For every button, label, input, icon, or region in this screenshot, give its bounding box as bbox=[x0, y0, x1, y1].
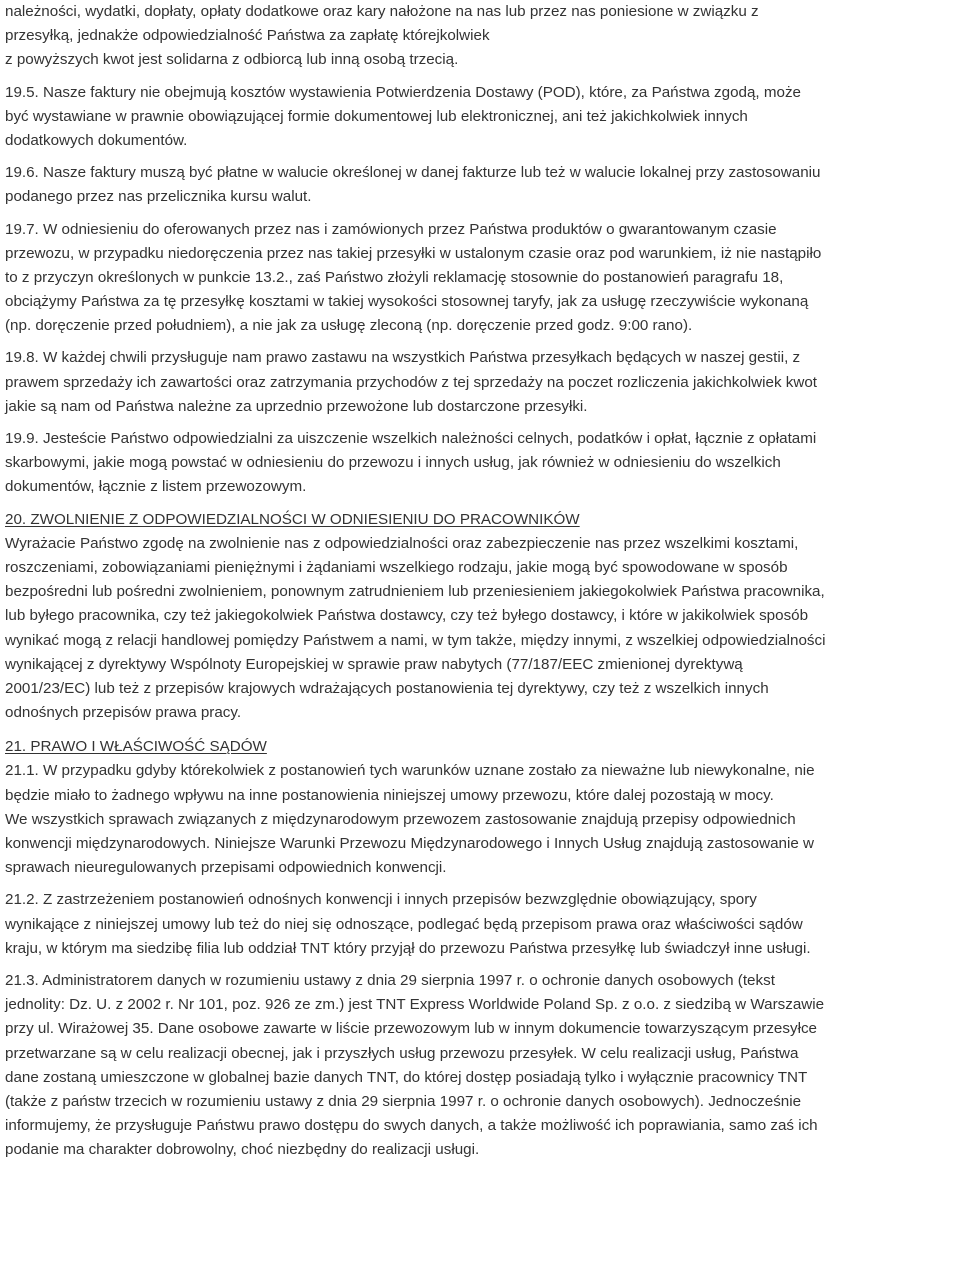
text-line: informujemy, że przysługuje Państwu prawo dostępu do swych danych, a także możliwość ich poprawiania, samo zaś ich bbox=[5, 1117, 818, 1135]
text-line: podanego przez nas przelicznika kursu walut. bbox=[5, 188, 312, 206]
text-line: dane zostaną umieszczone w globalnej bazie danych TNT, do której dostęp posiadają tylko i wyłącznie pracownicy TNT bbox=[5, 1068, 808, 1086]
paragraph-19-6 bbox=[5, 161, 955, 209]
text-line: należności, wydatki, dopłaty, opłaty dodatkowe oraz kary nałożone na nas lub przez nas poniesione w związku z bbox=[5, 3, 759, 20]
text-line: 21.1. W przypadku gdyby którekolwiek z postanowień tych warunków uznane zostało za nieważne lub niewykonalne, nie bbox=[5, 762, 815, 780]
paragraph-19-9 bbox=[5, 427, 955, 500]
document-page bbox=[5, 0, 955, 1162]
text-line: przetwarzane są w celu realizacji obecnej, jak i przyszłych usług przewozu przesyłek. W celu realizacji usług, Państwa bbox=[5, 1044, 799, 1062]
text-line: prawem sprzedaży ich zawartości oraz zatrzymania przychodów z tej sprzedaży na poczet rozliczenia jakichkolwiek kwot bbox=[5, 373, 818, 391]
text-line: jednolity: Dz. U. z 2002 r. Nr 101, poz. 926 ze zm.) jest TNT Express Worldwide Poland Sp. z o.o. z siedzibą w Warszawie bbox=[5, 996, 825, 1014]
text-line: 19.8. W każdej chwili przysługuje nam prawo zastawu na wszystkich Państwa przesyłkach będących w naszej gestii, z bbox=[5, 349, 801, 367]
paragraph-19-7 bbox=[5, 218, 955, 339]
text-line: skarbowymi, jakie mogą powstać w odniesieniu do przewozu i innych usług, jak również w odniesieniu do wszelkich bbox=[5, 454, 781, 472]
paragraph-19-4-continued bbox=[5, 0, 955, 73]
text-line: 2001/23/EC) lub też z przepisów krajowych wdrażających postanowienia tej dyrektywy, czy też z wszelkich innych bbox=[5, 679, 769, 697]
text-line: być wystawiane w prawnie obowiązującej formie dokumentowej lub elektronicznej, ani też jakichkolwiek innych bbox=[5, 107, 748, 125]
text-line: przy ul. Wirażowej 35. Dane osobowe zawarte w liście przewozowym lub w innym dokumencie towarzyszącym przesyłce bbox=[5, 1020, 817, 1038]
text-line: będzie miało to żadnego wpływu na inne postanowienia niniejszej umowy przewozu, które dalej pozostają w mocy. bbox=[5, 786, 774, 804]
text-line: 19.7. W odniesieniu do oferowanych przez nas i zamówionych przez Państwa produktów o gwarantowanym czasie bbox=[5, 220, 777, 238]
section-20 bbox=[5, 508, 955, 726]
text-line: to z przyczyn określonych w punkcie 13.2., zaś Państwo złożyli reklamację stosownie do postanowień paragrafu 18, bbox=[5, 268, 784, 286]
text-line: odnośnych przepisów prawa pracy. bbox=[5, 704, 242, 722]
section-20-heading: 20. ZWOLNIENIE Z ODPOWIEDZIALNOŚCI W ODNIESIENIU DO PRACOWNIKÓW bbox=[5, 510, 580, 528]
text-line: przewozu, w przypadku niedoręczenia przez nas takiej przesyłki w ustalonym czasie oraz pod warunkiem, iż nie nastąpiło bbox=[5, 244, 822, 262]
paragraph-19-5 bbox=[5, 81, 955, 154]
text-line: sprawach nieuregulowanych przepisami odpowiednich konwencji. bbox=[5, 859, 447, 877]
section-21-heading: 21. PRAWO I WŁAŚCIWOŚĆ SĄDÓW bbox=[5, 738, 267, 756]
text-line: jakie są nam od Państwa należne za uprzednio przewożone lub dostarczone przesyłki. bbox=[5, 397, 588, 415]
text-line: 19.6. Nasze faktury muszą być płatne w walucie określonej w danej fakturze lub też w walucie lokalnej przy zastosowaniu bbox=[5, 164, 821, 182]
text-line: dokumentów, łącznie z listem przewozowym. bbox=[5, 478, 307, 496]
text-line: (np. doręczenie przed południem), a nie jak za usługę zleconą (np. doręczenie przed godz. 9:00 rano). bbox=[5, 317, 693, 335]
text-line: 19.9. Jesteście Państwo odpowiedzialni za uiszczenie wszelkich należności celnych, podatków i opłat, łącznie z opłatami bbox=[5, 430, 817, 447]
section-21-21-1 bbox=[5, 735, 955, 880]
text-line: We wszystkich sprawach związanych z międzynarodowym przewozem zastosowanie znajdują przepisy odpowiednich bbox=[5, 810, 796, 828]
text-line: 21.2. Z zastrzeżeniem postanowień odnośnych konwencji i innych przepisów bezwzględnie obowiązujący, spory bbox=[5, 891, 757, 909]
text-line: kraju, w którym ma siedzibę filia lub oddział TNT który przyjął do przewozu Państwa przesyłkę lub świadczył inne usługi. bbox=[5, 939, 811, 957]
text-line: konwencji międzynarodowych. Niniejsze Warunki Przewozu Międzynarodowego i Innych Usług znajdują zastosowanie w bbox=[5, 835, 814, 852]
text-line: roszczeniami, zobowiązaniami pieniężnymi i żądaniami wszelkiego rodzaju, jakie mogą być spowodowane w sposób bbox=[5, 558, 788, 576]
text-line: 19.5. Nasze faktury nie obejmują kosztów wystawienia Potwierdzenia Dostawy (POD), które, za Państwa zgodą, może bbox=[5, 83, 802, 101]
text-line: wynikające z niniejszej umowy lub też do niej się odnoszące, podlegać będą przepisom prawa oraz właściwości sądów bbox=[5, 915, 803, 933]
paragraph-21-2 bbox=[5, 888, 955, 961]
text-line: przesyłką, jednakże odpowiedzialność Państwa za zapłatę którejkolwiek bbox=[5, 27, 490, 45]
paragraph-21-3 bbox=[5, 969, 955, 1163]
text-line: wynikającej z dyrektywy Wspólnoty Europejskiej w sprawie praw nabytych (77/187/EEC zmienionej dyrektywą bbox=[5, 655, 743, 673]
text-line: wynikać mogą z relacji handlowej pomiędzy Państwem a nami, w tym także, między innymi, z wszelkiej odpowiedzialności bbox=[5, 631, 826, 649]
text-line: z powyższych kwot jest solidarna z odbiorcą lub inną osobą trzecią. bbox=[5, 51, 459, 69]
text-line: obciążymy Państwa za tę przesyłkę kosztami w takiej wysokości stosownej taryfy, jak za usługę rzeczywiście wykonaną bbox=[5, 293, 809, 311]
text-line: (także z państw trzecich w rozumieniu ustawy z dnia 29 sierpnia 1997 r. o ochronie danych osobowych). Jednocześnie bbox=[5, 1092, 802, 1110]
text-line: Wyrażacie Państwo zgodę na zwolnienie nas z odpowiedzialności oraz zabezpieczenie nas przez wszelkimi kosztami, bbox=[5, 534, 799, 552]
paragraph-19-8 bbox=[5, 346, 955, 419]
text-line: lub byłego pracownika, czy też jakiegokolwiek Państwa dostawcy, czy też byłego dostawcy, i które w jakikolwiek sposób bbox=[5, 607, 809, 625]
text-line: podanie ma charakter dobrowolny, choć niezbędny do realizacji usługi. bbox=[5, 1141, 480, 1159]
text-line: 21.3. Administratorem danych w rozumieniu ustawy z dnia 29 sierpnia 1997 r. o ochronie danych osobowych (tekst bbox=[5, 971, 775, 989]
text-line: bezpośredni lub pośredni zwolnieniem, ponownym zatrudnieniem lub przeniesieniem jakiegokolwiek Państwa pracownika, bbox=[5, 583, 825, 601]
text-line: dodatkowych dokumentów. bbox=[5, 131, 188, 149]
